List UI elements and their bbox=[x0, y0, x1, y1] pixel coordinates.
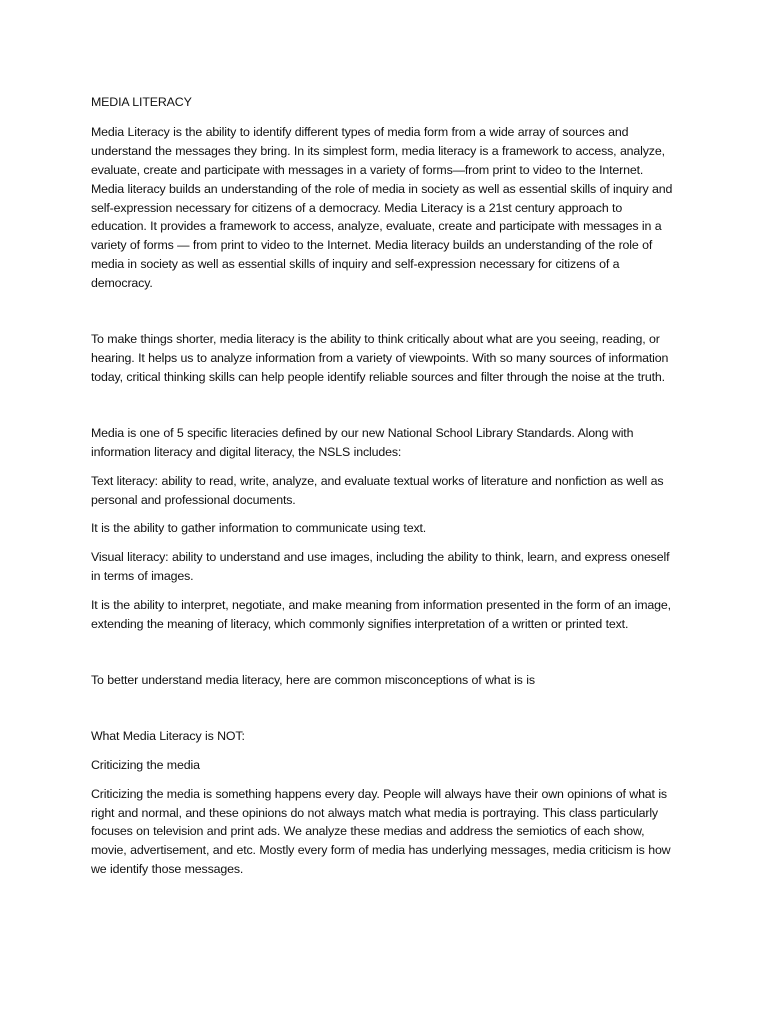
paragraph-nsls-intro: Media is one of 5 specific literacies defined by our new National School Library Standards. Along with information literacy and digital literacy, the NSLS includes: bbox=[91, 425, 634, 459]
paragraph-visual-literacy-detail: It is the ability to interpret, negotiate, and make meaning from information presented in the form of an image, extending the meaning of literacy, which commonly signifies interpretation of a written or printed text. bbox=[91, 598, 671, 632]
paragraph-visual-literacy: Visual literacy: ability to understand and use images, including the ability to think, learn, and express oneself in terms of images. bbox=[91, 550, 670, 584]
paragraph-text-literacy-detail: It is the ability to gather information to communicate using text. bbox=[91, 521, 427, 536]
paragraph-summary: To make things shorter, media literacy is the ability to think critically about what are you seeing, reading, or hearing. It helps us to analyze information from a variety of viewpoints. With so many sources of information today, critical thinking skills can help people identify reliable sources and filter through the noise at the truth. bbox=[91, 332, 669, 384]
subheading-criticizing: Criticizing the media bbox=[91, 757, 200, 772]
document-page bbox=[91, 93, 676, 889]
paragraph-criticizing: Criticizing the media is something happens every day. People will always have their own opinions of what is right and normal, and these opinions do not always match what media is portraying. This class particularly focuses on television and print ads. We analyze these medias and address the semiotics of each show, movie, advertisement, and etc. Mostly every form of media has underlying messages, media criticism is how we identify those messages. bbox=[91, 786, 671, 877]
paragraph-misconceptions-intro: To better understand media literacy, here are common misconceptions of what is is bbox=[91, 672, 535, 687]
paragraph-definition: Media Literacy is the ability to identify different types of media form from a wide array of sources and understand the messages they bring. In its simplest form, media literacy is a framework to access, analyze, evaluate, create and participate with messages in a variety of forms—from print to video to the Internet. Media literacy builds an understanding of the role of media in society as well as essential skills of inquiry and self-expression necessary for citizens of a democracy. Media Literacy is a 21st century approach to education. It provides a framework to access, analyze, evaluate, create and participate with messages in a variety of forms — from print to video to the Internet. Media literacy builds an understanding of the role of media in society as well as essential skills of inquiry and self-expression necessary for citizens of a democracy. bbox=[91, 124, 673, 291]
document-title: MEDIA LITERACY bbox=[91, 95, 192, 109]
section-heading-not: What Media Literacy is NOT: bbox=[91, 728, 245, 743]
paragraph-text-literacy: Text literacy: ability to read, write, analyze, and evaluate textual works of literature and nonfiction as well as personal and professional documents. bbox=[91, 473, 664, 507]
